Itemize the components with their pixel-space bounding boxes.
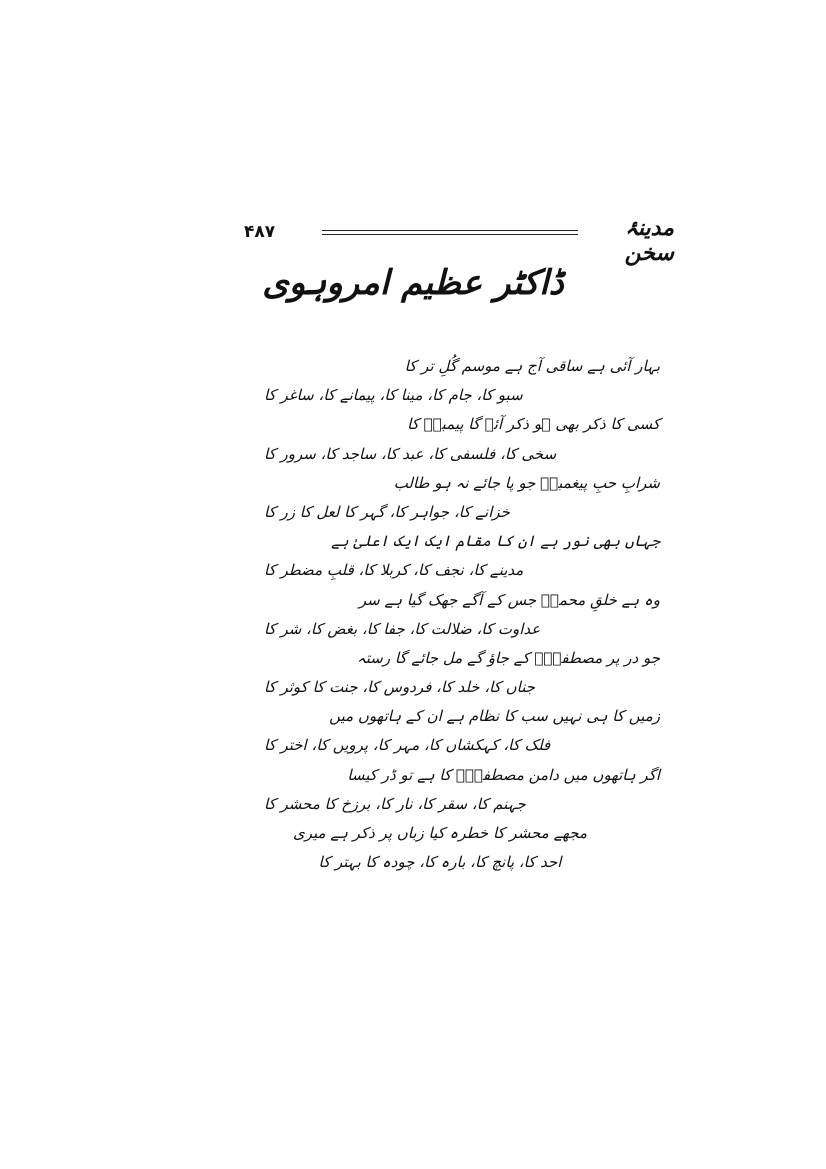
verse-line: شرابِ حبِ پیغمبرؐ جو پا جائے نہ ہو طالب — [393, 473, 660, 492]
verse-line: جو در پر مصطفیٰؐ کے جاؤ گے مل جائے گا رستہ — [356, 648, 660, 667]
page-number: ۴۸۷ — [244, 222, 276, 242]
verse-line: مدینے کا، نجف کا، کربلا کا، قلبِ مضطر کا — [264, 561, 524, 580]
book-title: مدینۂ سخن — [624, 216, 674, 266]
verse-line: زمیں کا ہی نہیں سب کا نظام ہے ان کے ہاتھوں میں — [329, 707, 660, 726]
verse-line: جہاں بھی نور ہے ان کا مقام ایک ایک اعلیٰ ہے — [331, 532, 660, 551]
verse-line: سخی کا، فلسفی کا، عبد کا، ساجد کا، سرور کا — [264, 444, 557, 463]
poem-body — [220, 352, 660, 877]
verse-line: کسی کا ذکر بھی ہو ذکر آئے گا پیمبرؐ کا — [407, 415, 660, 434]
verse-line: جناں کا، خلد کا، فردوس کا، جنت کا کوثر کا — [264, 678, 536, 697]
verse-line: بہار آئی ہے ساقی آج ہے موسم گُلِ تر کا — [404, 357, 660, 375]
verse-line: اگر ہاتھوں میں دامن مصطفیٰؐ کا ہے تو ڈر کیسا — [347, 765, 660, 784]
verse-line: فلک کا، کہکشاں کا، مہر کا، پرویں کا، اختر کا — [264, 736, 551, 755]
verse-line: عداوت کا، ضلالت کا، جفا کا، بغض کا، شر کا — [264, 619, 541, 638]
verse-line: وہ ہے خلقِ محمدؐ جس کے آگے جھک گیا ہے سر — [358, 590, 660, 609]
header-double-rule — [322, 230, 578, 235]
page-header — [0, 212, 826, 266]
verse-line: جہنم کا، سقر کا، نار کا، برزخ کا محشر کا — [264, 794, 526, 813]
verse-line: خزانے کا، جواہر کا، گہر کا لعل کا زر کا — [264, 502, 510, 521]
verse-line: سبو کا، جام کا، مینا کا، پیمانے کا، ساغر کا — [264, 386, 523, 405]
verse-line: احد کا، پانچ کا، بارہ کا، چودہ کا بہتر کا — [318, 853, 562, 872]
verse-line: مجھے محشر کا خطرہ کیا زباں پر ذکر ہے میری — [292, 824, 587, 842]
poet-name: ڈاکٹر عظیم امروہوی — [262, 263, 564, 303]
